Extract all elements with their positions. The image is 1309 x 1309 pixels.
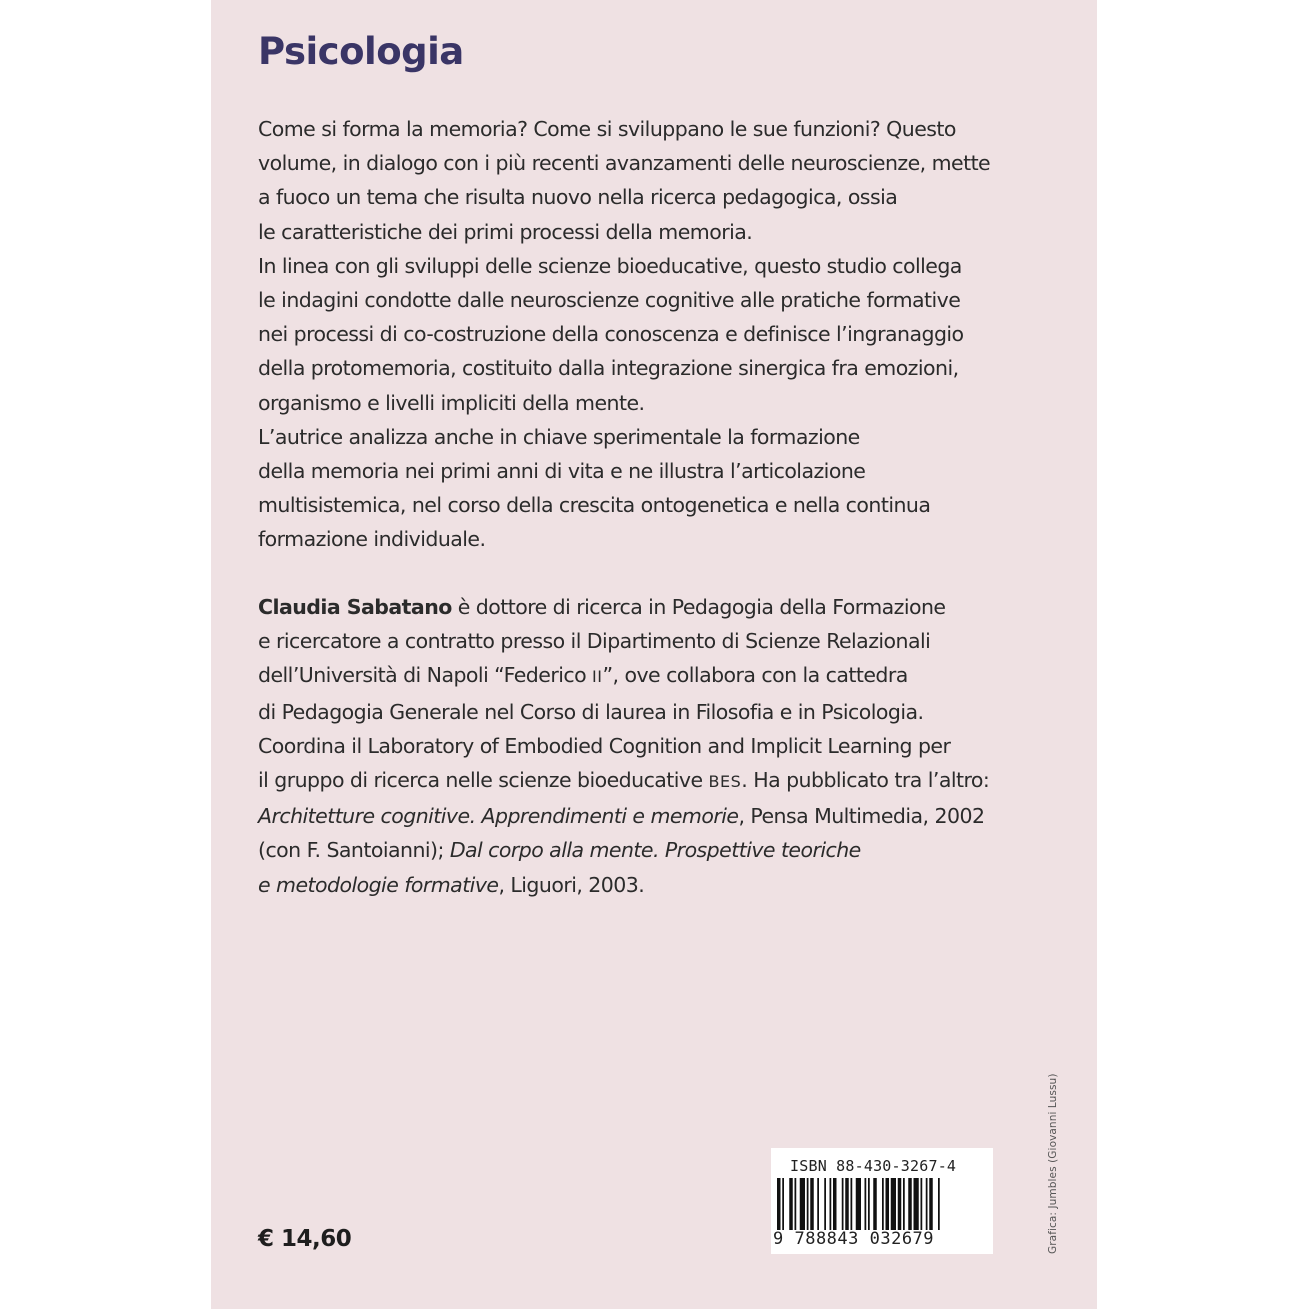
description-line: L’autrice analizza anche in chiave sperimentale la formazione <box>258 424 860 449</box>
barcode-bar <box>830 1178 832 1230</box>
book-back-cover <box>211 0 1097 1309</box>
description-line: nei processi di co-costruzione della conoscenza e definisce l’ingranaggio <box>258 322 964 347</box>
barcode-bar <box>782 1178 784 1230</box>
barcode-bar <box>882 1178 884 1230</box>
bio-text: ”, ove collabora con la cattedra <box>602 663 908 688</box>
bio-text: , Liguori, 2003. <box>498 872 645 897</box>
bio-line <box>258 590 1018 624</box>
barcode-bar <box>845 1178 849 1230</box>
description-line: organismo e livelli impliciti della mente. <box>258 390 645 415</box>
isbn-label: ISBN 88-430-3267-4 <box>790 1157 957 1175</box>
design-credit: Grafica: Jumbles (Giovanni Lussu) <box>1047 1073 1059 1254</box>
description-line: Come si forma la memoria? Come si sviluppano le sue funzioni? Questo <box>258 117 956 141</box>
publication-title: Dal corpo alla mente. Prospettive teoriche <box>449 838 861 863</box>
bio-text: dell’Università di Napoli “Federico <box>258 663 593 688</box>
author-name: Claudia Sabatano <box>258 595 452 619</box>
barcode-bar <box>938 1178 940 1230</box>
bio-line: di Pedagogia Generale nel Corso di laurea in Filosofia e in Psicologia. <box>258 699 924 724</box>
bio-text: il gruppo di ricerca nelle scienze bioeducative <box>258 768 709 793</box>
barcode-bar <box>929 1178 933 1230</box>
barcode-bar <box>914 1178 919 1230</box>
barcode-bar <box>800 1178 805 1230</box>
book-description <box>258 112 1018 557</box>
bio-line <box>258 658 1018 694</box>
barcode-bar <box>777 1178 781 1230</box>
description-line: le caratteristiche dei primi processi della memoria. <box>258 219 753 244</box>
bio-line <box>258 868 1018 902</box>
bio-line: e ricercatore a contratto presso il Dipartimento di Scienze Relazionali <box>258 629 931 654</box>
barcode-bar <box>856 1178 861 1230</box>
barcode-bar <box>903 1178 905 1230</box>
bio-line <box>258 833 1018 867</box>
description-line: della memoria nei primi anni di vita e ne illustra l’articolazione <box>258 459 866 484</box>
barcode-bar <box>868 1178 870 1230</box>
barcode-bar <box>891 1178 896 1230</box>
roman-numeral: II <box>592 667 603 687</box>
barcode-bar <box>865 1178 867 1230</box>
barcode-bar <box>807 1178 809 1230</box>
barcode-bar <box>817 1178 819 1230</box>
bes-acronym: BES <box>708 772 742 792</box>
barcode-bar <box>842 1178 844 1230</box>
barcode-bar <box>789 1178 793 1230</box>
barcode-bar <box>926 1178 928 1230</box>
barcode-bar <box>898 1178 902 1230</box>
isbn-barcode <box>771 1148 993 1254</box>
barcode-bar <box>921 1178 923 1230</box>
bio-text: (con F. Santoianni); <box>258 838 450 863</box>
bio-text: è dottore di ricerca in Pedagogia della Formazione <box>451 595 946 619</box>
description-line: multisistemica, nel corso della crescita ontogenetica e nella continua <box>258 493 931 518</box>
barcode-bar <box>851 1178 853 1230</box>
description-line: della protomemoria, costituito dalla integrazione sinergica fra emozioni, <box>258 356 959 381</box>
description-line: le indagini condotte dalle neuroscienze cognitive alle pratiche formative <box>258 288 961 313</box>
bio-text: . Ha pubblicato tra l’altro: <box>741 768 990 793</box>
barcode-bars <box>777 1178 981 1230</box>
barcode-bar <box>908 1178 912 1230</box>
barcode-bar <box>833 1178 837 1230</box>
publication-title: e metodologie formative <box>258 872 499 897</box>
ean-digits: 9 788843 032679 <box>773 1229 935 1249</box>
price-label: € 14,60 <box>258 1226 352 1252</box>
bio-text: , Pensa Multimedia, 2002 <box>738 804 985 829</box>
description-line: volume, in dialogo con i più recenti avanzamenti delle neuroscienze, mette <box>258 151 991 176</box>
barcode-bar <box>810 1178 814 1230</box>
barcode-bar <box>873 1178 877 1230</box>
bio-line <box>258 799 1018 833</box>
barcode-bar <box>795 1178 797 1230</box>
bio-line <box>258 763 1018 799</box>
publication-title: Architetture cognitive. Apprendimenti e memorie <box>258 804 739 829</box>
bio-line: Coordina il Laboratory of Embodied Cognition and Implicit Learning per <box>258 733 951 758</box>
description-line: formazione individuale. <box>258 527 486 552</box>
barcode-bar <box>886 1178 890 1230</box>
author-bio <box>258 590 1018 902</box>
barcode-bar <box>824 1178 826 1230</box>
series-title: Psicologia <box>258 30 464 73</box>
description-line: a fuoco un tema che risulta nuovo nella ricerca pedagogica, ossia <box>258 185 898 210</box>
description-line: In linea con gli sviluppi delle scienze bioeducative, questo studio collega <box>258 253 962 278</box>
